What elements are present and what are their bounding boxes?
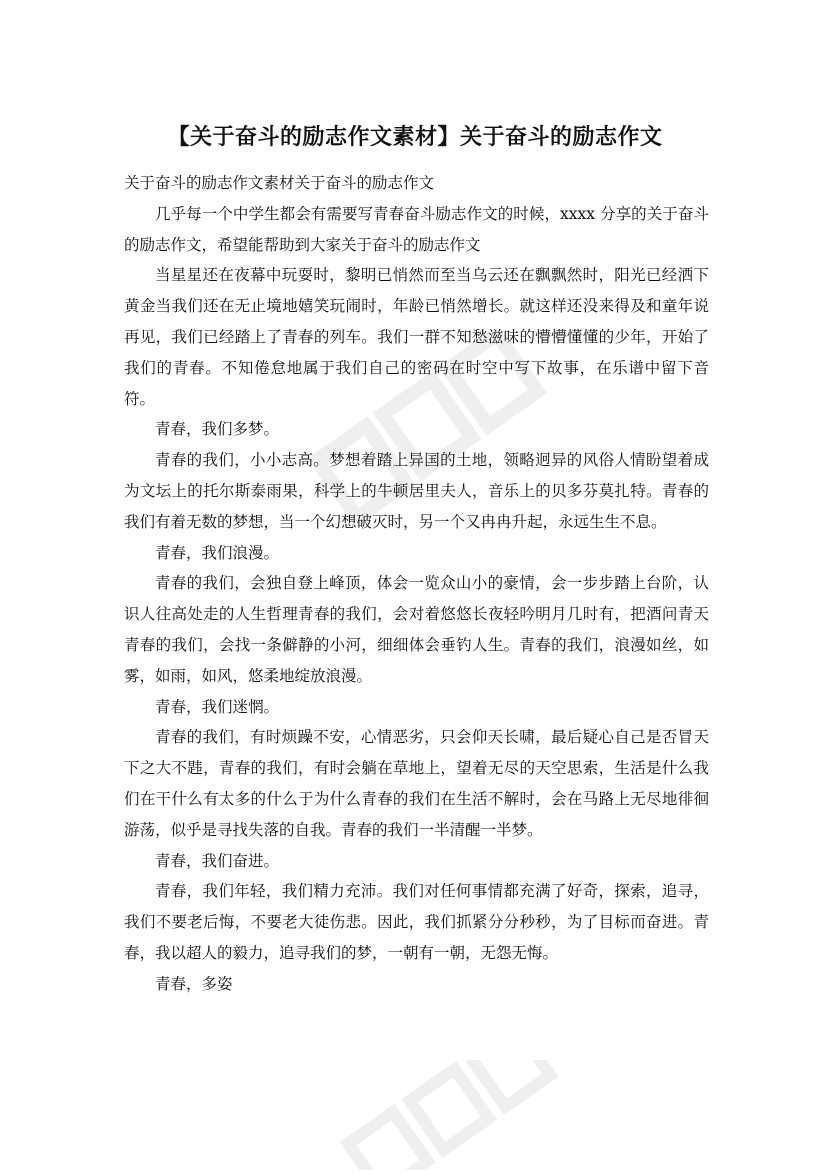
- section-heading: 青春，我们奋进。: [155, 851, 280, 870]
- section-heading: 青春，我们浪漫。: [155, 543, 280, 562]
- paragraph: 几乎每一个中学生都会有需要写青春奋斗励志作文的时候，xxxx 分享的关于奋斗的励志作文，希望能帮助到大家关于奋斗的励志作文: [124, 204, 709, 254]
- document-body: [124, 168, 709, 1000]
- watermark-icon: [330, 1060, 570, 1170]
- paragraph: 青春的我们，会独自登上峰顶，体会一览众山小的豪情，会一步步踏上台阶，认识人往高处走的人生哲理青春的我们，会对着悠悠长夜轻吟明月几时有，把酒问青天青春的我们，会找一条僻静的小河，细细体会垂钓人生。青春的我们，浪漫如丝，如雾，如雨，如风，悠柔地绽放浪漫。: [124, 574, 709, 685]
- section-heading: 青春，我们迷惘。: [155, 697, 280, 716]
- paragraph: 当星星还在夜幕中玩耍时，黎明已悄然而至当乌云还在飘飘然时，阳光已经洒下黄金当我们还在无止境地嬉笑玩闹时，年龄已悄然增长。就这样还没来得及和童年说再见，我们已经踏上了青春的列车。我们一群不知愁滋味的懵懵懂懂的少年，开始了我们的青春。不知倦怠地属于我们自己的密码在时空中写下故事，在乐谱中留下音符。: [124, 266, 709, 408]
- section-heading: 青春，我们多梦。: [155, 420, 280, 439]
- paragraph: 青春的我们，小小志高。梦想着踏上异国的土地，领略迥异的风俗人情盼望着成为文坛上的托尔斯泰雨果，科学上的牛顿居里夫人，音乐上的贝多芬莫扎特。青春的我们有着无数的梦想，当一个幻想破灭时，另一个又冉冉升起，永远生生不息。: [124, 451, 709, 531]
- document-title: 【关于奋斗的励志作文素材】关于奋斗的励志作文: [167, 125, 663, 150]
- paragraph: 青春的我们，有时烦躁不安，心情恶劣，只会仰天长啸，最后疑心自己是否冒天下之大不韪，青春的我们，有时会躺在草地上，望着无尽的天空思索，生活是什么我们在干什么有太多的什么于为什么青春的我们在生活不解时，会在马路上无尽地徘徊游荡，似乎是寻找失落的自我。青春的我们一半清醒一半梦。: [124, 728, 709, 839]
- paragraph: 青春，我们年轻，我们精力充沛。我们对任何事情都充满了好奇，探索，追寻，我们不要老后悔，不要老大徒伤悲。因此，我们抓紧分分秒秒，为了目标而奋进。青春，我以超人的毅力，追寻我们的梦，一朝有一朝，无怨无悔。: [124, 882, 709, 962]
- section-heading: 青春，多姿: [155, 974, 233, 993]
- paragraph: 关于奋斗的励志作文素材关于奋斗的励志作文: [124, 174, 435, 192]
